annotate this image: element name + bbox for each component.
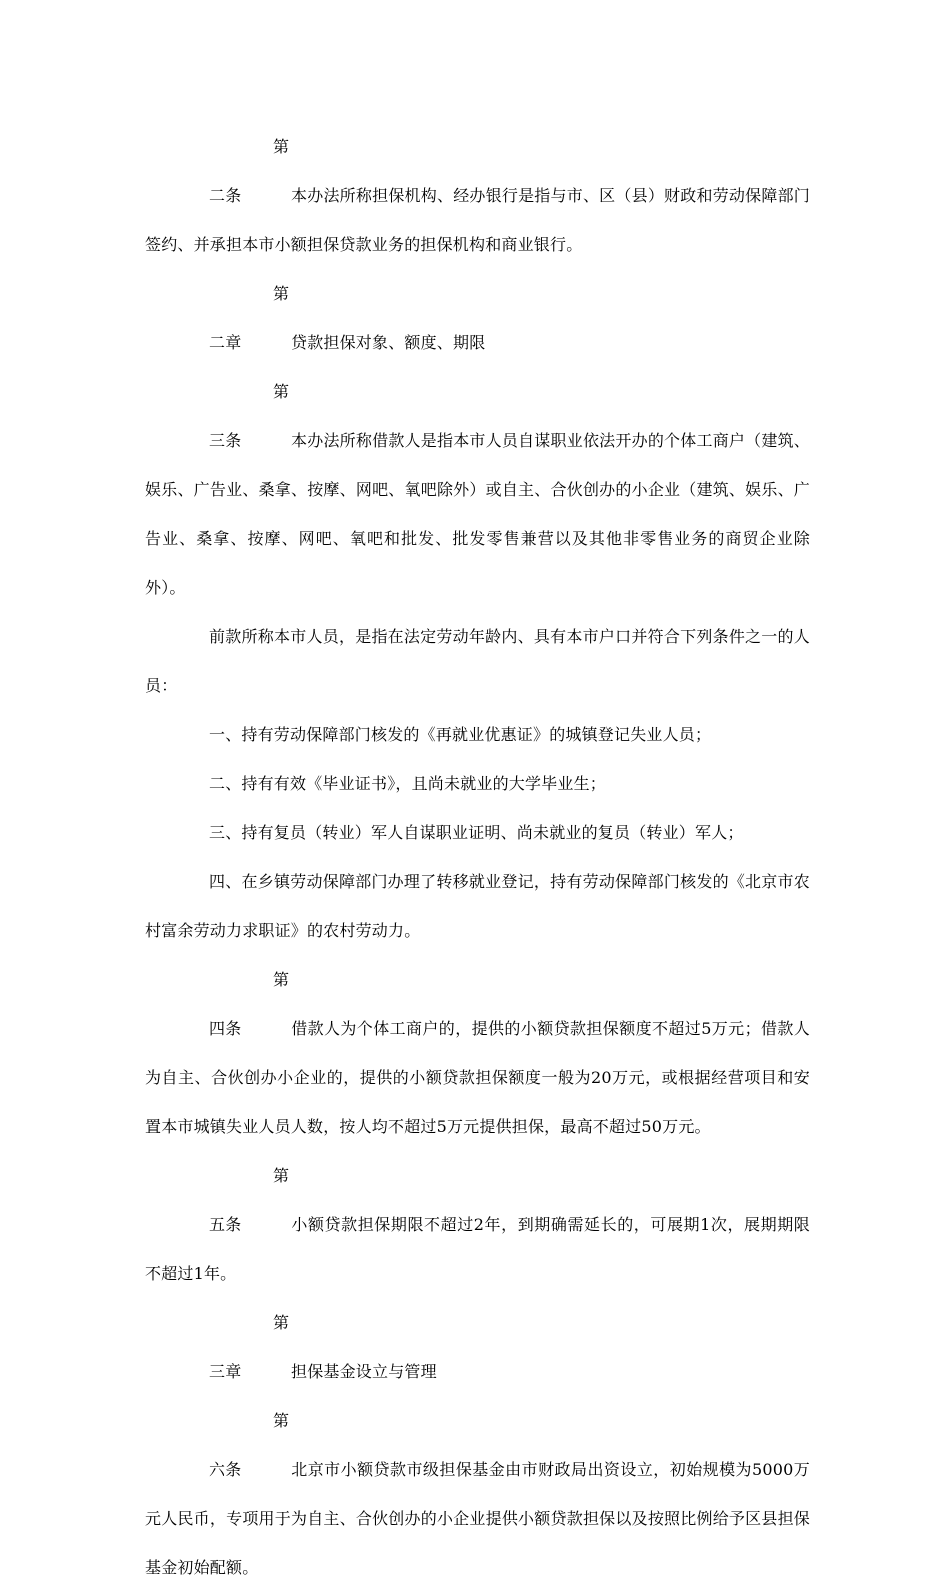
paragraph-text: 贷款担保对象、额度、期限 xyxy=(291,333,486,352)
paragraph-label: 第六条 xyxy=(209,1411,290,1479)
list-item-3 xyxy=(145,808,810,857)
paragraph-text: 本办法所称担保机构、经办银行是指与市、区（县）财政和劳动保障部门签约、并承担本市小额担保贷款业务的担保机构和商业银行。 xyxy=(145,186,810,254)
paragraph-text: 北京市小额贷款市级担保基金由市财政局出资设立，初始规模为5000万元人民币，专项用于为自主、合伙创办的小企业提供小额贷款担保以及按照比例给予区县担保基金初始配额。 xyxy=(145,1460,810,1577)
paragraph-text: 一、持有劳动保障部门核发的《再就业优惠证》的城镇登记失业人员； xyxy=(209,725,712,744)
paragraph-label: 第三条 xyxy=(209,382,290,450)
paragraph-text: 四、在乡镇劳动保障部门办理了转移就业登记，持有劳动保障部门核发的《北京市农村富余劳动力求职证》的农村劳动力。 xyxy=(145,872,810,940)
paragraph-label: 第五条 xyxy=(209,1166,290,1234)
list-item-2 xyxy=(145,759,810,808)
paragraph-article-3 xyxy=(145,367,810,612)
paragraph-text: 小额贷款担保期限不超过2年，到期确需延长的，可展期1次，展期期限不超过1年。 xyxy=(145,1215,810,1283)
paragraph-article-4 xyxy=(145,955,810,1151)
list-item-1 xyxy=(145,710,810,759)
paragraph-article-5 xyxy=(145,1151,810,1298)
paragraph-text: 本办法所称借款人是指本市人员自谋职业依法开办的个体工商户（建筑、娱乐、广告业、桑拿、按摩、网吧、氧吧除外）或自主、合伙创办的小企业（建筑、娱乐、广告业、桑拿、按摩、网吧、氧吧和批发、批发零售兼营以及其他非零售业务的商贸企业除外）。 xyxy=(145,431,810,597)
paragraph-text: 三、持有复员（转业）军人自谋职业证明、尚未就业的复员（转业）军人； xyxy=(209,823,744,842)
chapter-3-heading xyxy=(145,1298,810,1396)
paragraph-residents-definition xyxy=(145,612,810,710)
paragraph-text: 二、持有有效《毕业证书》，且尚未就业的大学毕业生； xyxy=(209,774,607,793)
paragraph-text: 借款人为个体工商户的，提供的小额贷款担保额度不超过5万元；借款人为自主、合伙创办小企业的，提供的小额贷款担保额度一般为20万元，或根据经营项目和安置本市城镇失业人员人数，按人均不超过5万元提供担保，最高不超过50万元。 xyxy=(145,1019,810,1136)
paragraph-label: 第二章 xyxy=(209,284,290,352)
paragraph-article-6 xyxy=(145,1396,810,1592)
paragraph-label: 第四条 xyxy=(209,970,290,1038)
paragraph-text: 担保基金设立与管理 xyxy=(291,1362,437,1381)
paragraph-article-2 xyxy=(145,122,810,269)
paragraph-text: 前款所称本市人员，是指在法定劳动年龄内、具有本市户口并符合下列条件之一的人员： xyxy=(145,627,810,695)
paragraph-label: 第二条 xyxy=(209,137,290,205)
list-item-4 xyxy=(145,857,810,955)
paragraph-label: 第三章 xyxy=(209,1313,290,1381)
chapter-2-heading xyxy=(145,269,810,367)
document-body xyxy=(145,122,810,1592)
